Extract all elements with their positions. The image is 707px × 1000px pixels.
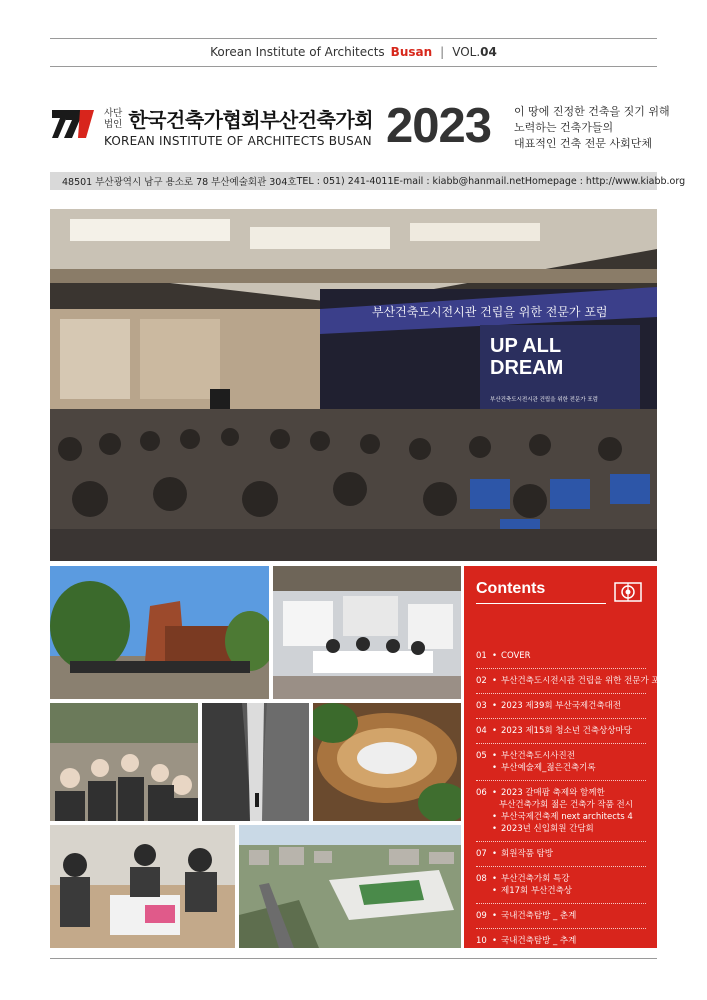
- contents-panel: [464, 566, 668, 996]
- toc-item[interactable]: 12 • 인사말 / 총회 알림 / 협회 소개: [476, 979, 646, 1000]
- org-name-english: KOREAN INSTITUTE OF ARCHITECTS BUSAN: [104, 134, 372, 148]
- toc-item[interactable]: 02 • 부산건축도시전시관 건립을 위한 전문가 포럼: [476, 669, 646, 694]
- contact-info-bar: [50, 172, 686, 190]
- workshop-photo: [50, 825, 235, 948]
- masthead: [50, 40, 657, 64]
- exhibition-hall-photo: [273, 566, 461, 699]
- masthead-city: Busan: [390, 45, 433, 59]
- top-rule: [50, 38, 657, 39]
- toc-item[interactable]: 10 • 국내건축탐방 _ 추계: [476, 929, 646, 954]
- group-members-photo: [50, 703, 198, 821]
- toc-item[interactable]: 06 • 2023 갈매팜 축제와 함께한 부산건축가회 젊은 건축가 작품 전시 • 부산국제건축제 next architects 4 • 2023년 신입회원 간담회: [476, 781, 646, 842]
- phone-text: TEL : 051) 241-4011: [296, 175, 394, 187]
- org-name-korean: [104, 104, 373, 133]
- toc-item[interactable]: 08 • 부산건축가회 특강 • 제17회 부산건축상: [476, 867, 646, 904]
- toc-item[interactable]: 07 • 회원작품 탐방: [476, 842, 646, 867]
- contents-list: [476, 644, 668, 1000]
- masthead-separator: |: [440, 45, 445, 59]
- bottom-rule: [50, 958, 657, 959]
- issue-year: 2023: [386, 99, 492, 153]
- main-forum-photo: [50, 209, 657, 561]
- address-text: 48501 부산광역시 남구 용소로 78 부산예술회관 304호: [62, 177, 297, 188]
- volume-label: VOL.04: [452, 45, 497, 59]
- email-link[interactable]: E-mail : kiabb@hanmail.net: [393, 175, 525, 187]
- screen-title-line1: UP ALL: [490, 335, 562, 357]
- toc-item[interactable]: 03 • 2023 제39회 부산국제건축대전: [476, 694, 646, 719]
- toc-item[interactable]: 05 • 부산건축도시사진전 • 부산예술제_젊은건축기록: [476, 744, 646, 781]
- building-exterior-photo: [50, 566, 269, 699]
- screen-title-line2: DREAM: [490, 357, 564, 379]
- toc-item[interactable]: 09 • 국내건축탐방 _ 춘계: [476, 904, 646, 929]
- toc-item[interactable]: 04 • 2023 제15회 청소년 건축상상마당: [476, 719, 646, 744]
- concrete-interior-photo: [202, 703, 309, 821]
- kia-logo-icon: [50, 106, 96, 142]
- book-icon: [614, 580, 642, 604]
- slogan: 이 땅에 진정한 건축을 짓기 위해 노력하는 건축가들의 대표적인 건축 전문 사회단체: [514, 105, 670, 150]
- curved-ceiling-photo: [313, 703, 461, 821]
- homepage-link[interactable]: Homepage : http://www.kiabb.org: [524, 175, 686, 187]
- toc-item[interactable]: 01 • COVER: [476, 644, 646, 669]
- contents-title: Contents: [476, 580, 546, 597]
- forum-banner-text: 부산건축도시전시관 건립을 위한 전문가 포럼: [372, 305, 608, 319]
- org-name: 한국건축가협회부산건축가회: [128, 108, 374, 132]
- toc-item[interactable]: 11 • 해외건축탐방 _ 스페인: [476, 954, 646, 979]
- contents-title-rule: [476, 603, 606, 604]
- masthead-institute: Korean Institute of Architects: [210, 45, 385, 59]
- masthead-rule: [50, 66, 657, 67]
- aerial-city-photo: [239, 825, 461, 948]
- corporation-label: 사단 법인: [104, 107, 123, 130]
- screen-subtitle: 부산건축도시전시관 건립을 위한 전문가 포럼: [490, 397, 598, 403]
